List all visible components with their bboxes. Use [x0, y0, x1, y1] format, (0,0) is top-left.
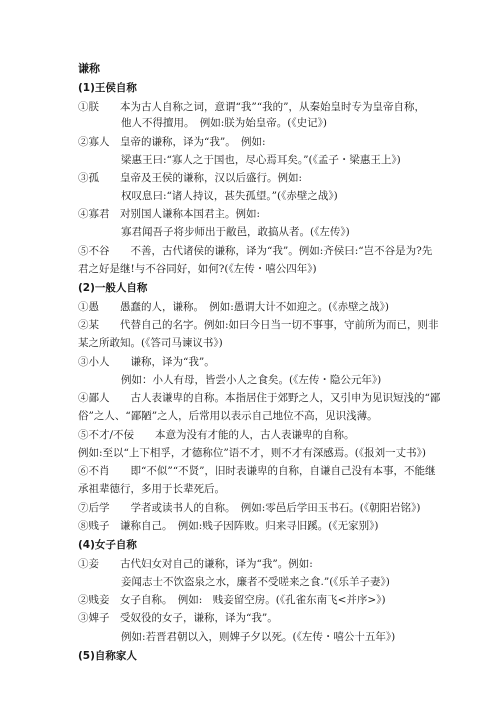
- text-line: 寡君闻吾子将步师出于敝邑，敢搞从者。(《左传》): [121, 226, 350, 238]
- section-heading: (1)王侯自称: [78, 82, 137, 94]
- text-line: ②寡人 皇帝的谦称，译为“我”。 例如:: [78, 136, 266, 148]
- text-line: 梁惠王曰:“寡人之于国也，尽心焉耳矣。”(《孟子・梁惠王上》): [121, 154, 401, 166]
- text-line: 承祖辈德行，多用于长辈死后。: [78, 483, 225, 495]
- text-line: ③孤 皇帝及王侯的谦称，汉以后盛行。例如:: [78, 172, 303, 184]
- text-line: 妾闻志士不饮盗泉之水，廉者不受嗟来之食.”(《乐羊子妻》): [121, 576, 390, 588]
- document-title: 谦称: [78, 62, 100, 75]
- text-line: ②某 代替自己的名字。例如:如曰今日当一切不事事，守前所为而已，则非: [78, 319, 439, 331]
- text-line: ④鄙人 古人表谦卑的自称。本指居住于郊野之人，又引申为见识短浅的“鄙: [78, 392, 441, 404]
- text-line: 例如：小人有母，皆尝小人之食矣。(《左传・隐公元年》): [121, 374, 382, 386]
- text-line: ⑥不肖 即“不似”“不贤”，旧时表谦卑的自称，自谦自己没有本事，不能继: [78, 465, 436, 477]
- text-line: ⑤不谷 不善，古代诸侯的谦称，译为“我”。例如:齐侯曰:“岂不谷是为?先: [78, 245, 433, 257]
- text-line: 某之所敢知。(《答司马谏议书》): [78, 337, 223, 349]
- text-line: ④寡君 对别国人谦称本国君主。例如:: [78, 208, 261, 220]
- text-line: 君之好是继!与不谷同好，如何?(《左传・嘻公四年》): [78, 263, 317, 275]
- text-line: ②贱妾 女子自称。 例如: 贱妾留空房。(《孔雀东南飞<并序>》): [78, 594, 386, 606]
- text-line: 权叹息曰:“诸人持议，甚失孤望。”(《赤壁之战》): [121, 190, 338, 202]
- text-line: 俗”之人、“鄙陋”之人，后常用以表示自己地位不高，见识浅薄。: [78, 410, 378, 422]
- section-heading: (2)一般人自称: [78, 282, 148, 294]
- text-line: ⑤不才/不佞 本意为没有才能的人，古人表谦卑的自称。: [78, 429, 355, 441]
- text-line: ③小人 谦称，译为“我”。: [78, 356, 215, 368]
- text-line: ①愚 愚蠢的人，谦称。 例如:愚谓大计不如迎之。(《赤壁之战》): [78, 301, 389, 313]
- text-line: ①妾 古代妇女对自己的谦称，译为“我”。例如:: [78, 558, 313, 570]
- text-line: 例如:若晋君朝以入，则婢子夕以死。(《左传・嘻公十五年》): [121, 631, 396, 643]
- text-line: ⑧贱子 谦称自己。 例如:贱子因阵败。归来寻旧蹊。(《无家别》): [78, 520, 379, 532]
- text-line: ①朕 本为古人自称之词，意谓“我”“我的”，从秦始皇时专为皇帝自称，: [78, 101, 425, 113]
- text-line: ⑦后学 学者或读书人的自称。 例如:零邑后学田玉书石。(《朝阳岩铭》): [78, 502, 421, 514]
- section-heading: (4)女子自称: [78, 539, 137, 551]
- section-heading: (5)自称家人: [78, 650, 137, 662]
- text-line: 他人不得擅用。 例如:朕为始皇帝。(《史记》): [121, 117, 327, 129]
- text-line: 例如:至以“上下相孚，才德称位”语不才，则不才有深感焉。(《报刘一丈书》): [78, 447, 426, 459]
- text-line: ③婢子 受奴役的女子，谦称，译为“我”。: [78, 612, 278, 624]
